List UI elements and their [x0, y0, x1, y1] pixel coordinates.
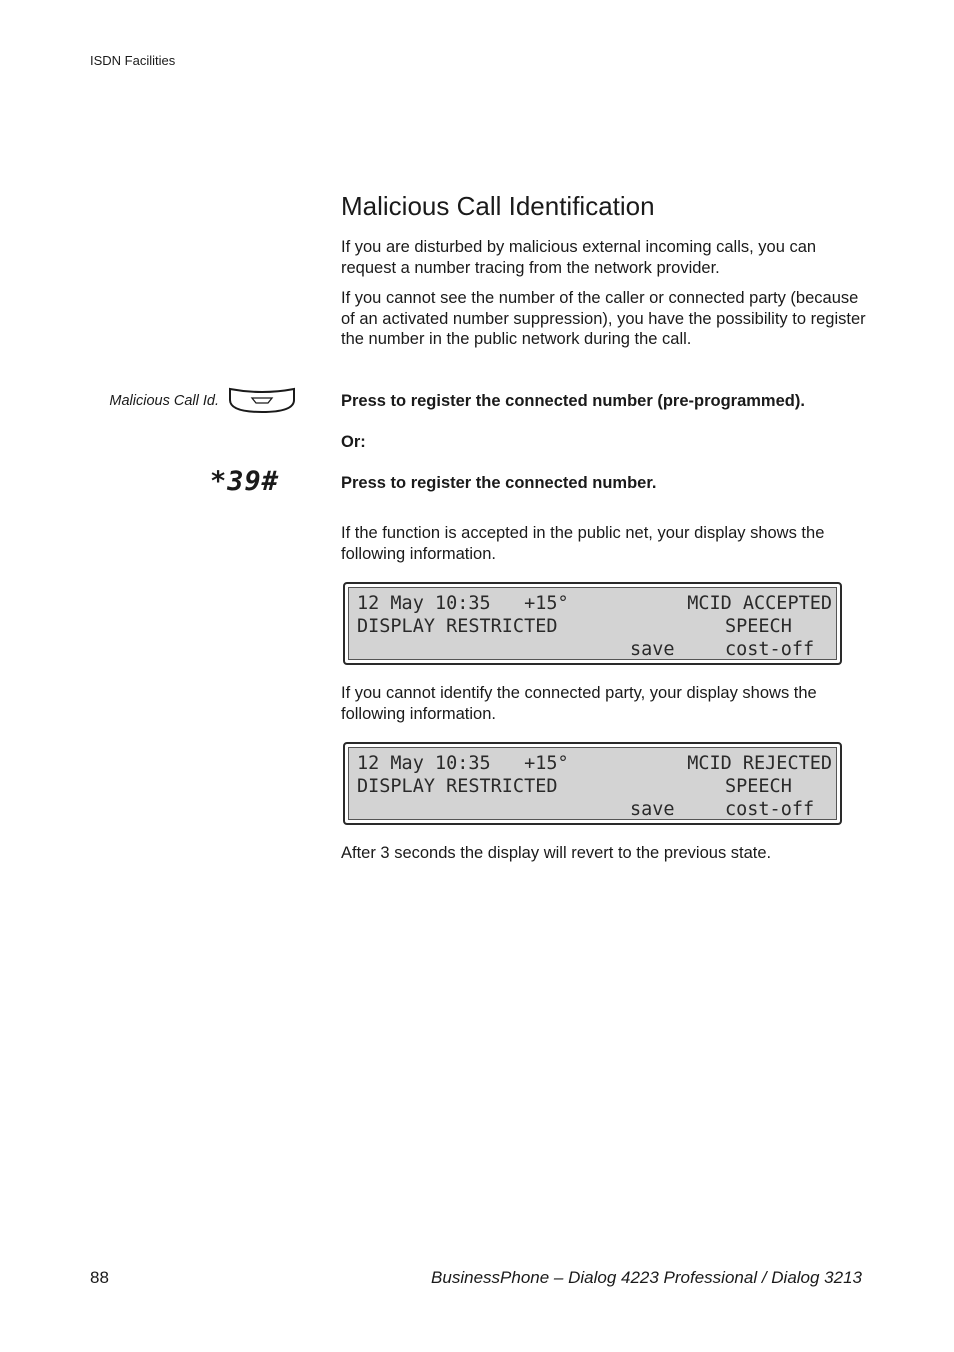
page-number: 88 — [90, 1268, 109, 1287]
lcd-status: MCID REJECTED — [687, 753, 832, 774]
footer-product-title: BusinessPhone – Dialog 4223 Professional / Dialog 3213 — [431, 1268, 862, 1287]
lcd-softkey-save: save — [630, 639, 675, 660]
step2-instruction: Press to register the connected number. — [341, 474, 657, 492]
accepted-intro: If the function is accepted in the public net, your display shows the following information. — [341, 524, 825, 563]
lcd-softkey-cost-off: cost-off — [725, 639, 815, 660]
rejected-intro: If you cannot identify the connected party, your display shows the following information. — [341, 684, 817, 723]
lcd-status: MCID ACCEPTED — [687, 593, 832, 614]
lcd-display-accepted — [343, 582, 842, 665]
lcd-display-rejected — [343, 742, 842, 825]
lcd-line2-right: SPEECH — [725, 616, 792, 637]
lcd-line2-right: SPEECH — [725, 776, 792, 797]
lcd-line2-left: DISPLAY RESTRICTED — [357, 616, 558, 637]
intro-paragraph-1: If you are disturbed by malicious external incoming calls, you can request a number tracing from the network provider. — [341, 238, 817, 277]
function-key-icon — [228, 386, 296, 414]
malicious-call-key-label: Malicious Call Id. — [109, 393, 219, 409]
lcd-softkey-save: save — [630, 799, 675, 820]
page-title: Malicious Call Identification — [341, 191, 655, 221]
or-label: Or: — [341, 433, 366, 451]
step1-instruction: Press to register the connected number (pre-programmed). — [341, 392, 805, 410]
running-header: ISDN Facilities — [90, 53, 176, 68]
after-paragraph: After 3 seconds the display will revert to the previous state. — [341, 844, 772, 862]
lcd-date-time: 12 May 10:35 +15° — [357, 593, 569, 614]
star-39-hash-code: *39# — [210, 466, 280, 497]
lcd-softkey-cost-off: cost-off — [725, 799, 815, 820]
lcd-date-time: 12 May 10:35 +15° — [357, 753, 569, 774]
lcd-line2-left: DISPLAY RESTRICTED — [357, 776, 558, 797]
intro-paragraph-2: If you cannot see the number of the caller or connected party (because of an activated number suppression), you have the possibility to register the number in the public network during the call. — [341, 289, 866, 348]
